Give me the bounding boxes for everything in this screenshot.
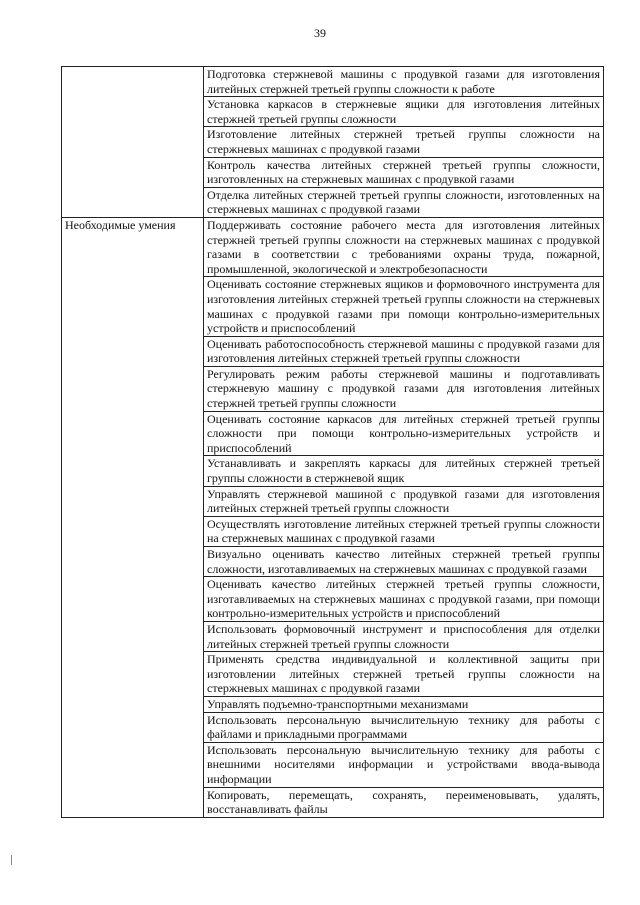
requirement-item: Использовать персональную вычислительную технику для работы с файлами и прикладными программами [204,712,604,742]
requirements-table-body [62,67,604,818]
requirement-item: Оценивать состояние каркасов для литейных стержней третьей группы сложности при помощи контрольно-измерительных устройств и приспособлений [204,411,604,456]
requirement-item: Оценивать состояние стержневых ящиков и формовочного инструмента для изготовления литейных стержней третьей группы сложности на стержневых машинах с продувкой газами при помощи контрольно-измерительных устройств и приспособлений [204,277,604,336]
requirement-item: Регулировать режим работы стержневой машины и подготавливать стержневую машину с продувкой газами для изготовления литейных стержней третьей группы сложности [204,366,604,411]
requirement-item: Осуществлять изготовление литейных стержней третьей группы сложности на стержневых машинах с продувкой газами [204,516,604,546]
section-label-cell [62,67,204,218]
requirement-item: Устанавливать и закреплять каркасы для литейных стержней третьей группы сложности в стержневой ящик [204,456,604,486]
requirement-item: Изготовление литейных стержней третьей группы сложности на стержневых машинах с продувкой газами [204,127,604,157]
requirement-item: Визуально оценивать качество литейных стержней третьей группы сложности, изготавливаемых на стержневых машинах с продувкой газами [204,547,604,577]
requirement-item: Копировать, перемещать, сохранять, переименовывать, удалять, восстанавливать файлы [204,787,604,817]
requirement-item: Оценивать работоспособность стержневой машины с продувкой газами для изготовления литейных стержней третьей группы сложности [204,336,604,366]
requirement-item: Отделка литейных стержней третьей группы сложности, изготовленных на стержневых машинах с продувкой газами [204,187,604,217]
table-row [62,67,604,97]
requirement-item: Использовать формовочный инструмент и приспособления для отделки литейных стержней третьей группы сложности [204,621,604,651]
requirements-table [61,66,604,818]
requirement-item: Подготовка стержневой машины с продувкой газами для изготовления литейных стержней третьей группы сложности к работе [204,67,604,97]
requirement-item: Управлять стержневой машиной с продувкой газами для изготовления литейных стержней третьей группы сложности [204,486,604,516]
requirement-item: Управлять подъемно-транспортными механизмами [204,696,604,712]
requirement-item: Оценивать качество литейных стержней третьей группы сложности, изготавливаемых на стержневых машинах с продувкой газами, при помощи контрольно-измерительных устройств и приспособлений [204,577,604,622]
page-number: 39 [314,26,326,40]
requirement-item: Поддерживать состояние рабочего места для изготовления литейных стержней третьей группы сложности на стержневых машинах с продувкой газами в соответствии с требованиями охраны труда, пожарной, промышленной, экологической и электробезопасности [204,217,604,276]
requirement-item: Установка каркасов в стержневые ящики для изготовления литейных стержней третьей группы сложности [204,97,604,127]
table-row [62,217,604,276]
requirement-item: Применять средства индивидуальной и коллективной защиты при изготовлении литейных стержней третьей группы сложности на стержневых машинах с продувкой газами [204,652,604,697]
scan-artifact [11,855,12,865]
section-label-cell: Необходимые умения [62,217,204,817]
requirement-item: Использовать персональную вычислительную технику для работы с внешними носителями информации и устройствами ввода-вывода информации [204,742,604,787]
requirement-item: Контроль качества литейных стержней третьей группы сложности, изготовленных на стержневых машинах с продувкой газами [204,157,604,187]
